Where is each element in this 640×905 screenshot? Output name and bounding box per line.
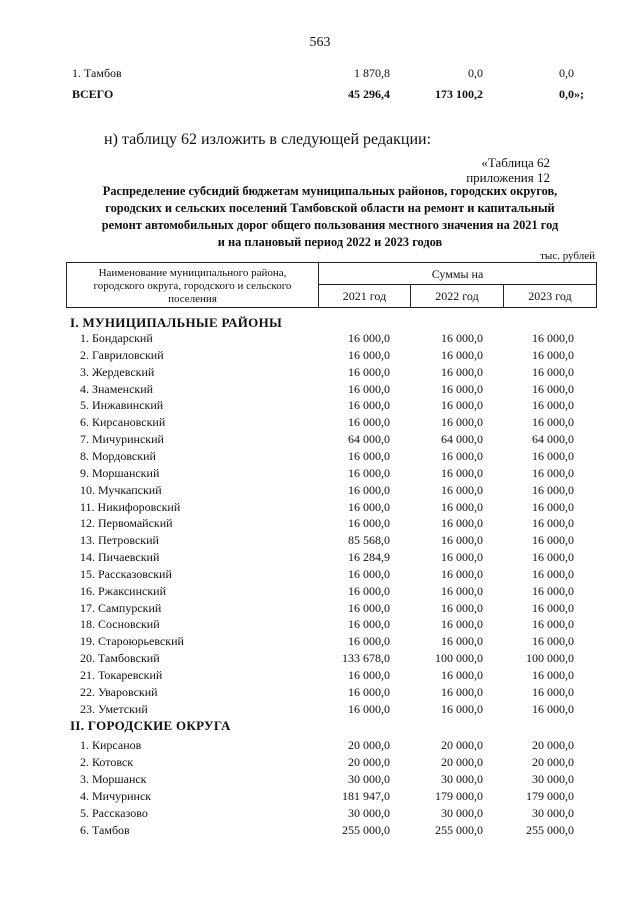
row-value-2022: 16 000,0 — [441, 516, 483, 531]
table-row — [0, 805, 640, 822]
row-value-2023: 16 000,0 — [532, 381, 574, 396]
row-value-2022: 16 000,0 — [441, 499, 483, 514]
row-name: 1. Кирсанов — [80, 738, 142, 752]
row-value-2022: 100 000,0 — [435, 651, 483, 666]
prev-table-row — [0, 65, 640, 82]
row-value-2022: 64 000,0 — [441, 432, 483, 447]
row-value-2021: 16 000,0 — [348, 398, 390, 413]
header-sums: Суммы на — [319, 263, 596, 285]
amendment-intro: н) таблицу 62 изложить в следующей редакции: — [104, 131, 432, 148]
table-row — [0, 532, 640, 549]
row-name: 22. Уваровский — [80, 684, 158, 699]
table-row — [0, 771, 640, 788]
row-value-2022: 16 000,0 — [441, 482, 483, 497]
row-value-2023: 16 000,0 — [532, 448, 574, 463]
row-value-2021: 16 000,0 — [348, 448, 390, 463]
table-row — [0, 515, 640, 532]
row-value-2021: 45 296,4 — [348, 87, 390, 101]
page-number: 563 — [309, 35, 331, 50]
table-row — [0, 330, 640, 347]
row-value-2022: 16 000,0 — [441, 684, 483, 699]
row-value-2022: 16 000,0 — [441, 364, 483, 379]
row-value-2021: 255 000,0 — [342, 823, 390, 837]
table-row — [0, 754, 640, 771]
table-header — [66, 262, 597, 308]
row-value-2021: 16 000,0 — [348, 465, 390, 480]
row-value-2023: 16 000,0 — [532, 516, 574, 531]
row-value-2023: 30 000,0 — [532, 772, 574, 786]
row-value-2022: 30 000,0 — [441, 806, 483, 820]
row-name: 7. Мичуринский — [80, 432, 164, 447]
section-title-districts: I. МУНИЦИПАЛЬНЫЕ РАЙОНЫ — [70, 315, 283, 330]
table-row — [0, 482, 640, 499]
row-value-2022: 16 000,0 — [441, 566, 483, 581]
row-value-2021: 16 000,0 — [348, 331, 390, 345]
row-name: 12. Первомайский — [80, 516, 173, 531]
table-row — [0, 347, 640, 364]
row-name: ВСЕГО — [72, 87, 114, 101]
row-value-2023: 16 000,0 — [532, 533, 574, 548]
row-name: 14. Пичаевский — [80, 550, 160, 565]
row-value-2021: 16 284,9 — [348, 550, 390, 565]
row-value-2021: 16 000,0 — [348, 516, 390, 531]
row-value-2023: 16 000,0 — [532, 617, 574, 632]
row-value-2022: 16 000,0 — [441, 634, 483, 649]
row-name: 3. Жердевский — [80, 364, 155, 379]
row-value-2023: 16 000,0 — [532, 364, 574, 379]
row-name: 5. Инжавинский — [80, 398, 164, 413]
table-row — [0, 414, 640, 431]
row-value-2023: 64 000,0 — [532, 432, 574, 447]
row-value-2023: 16 000,0 — [532, 347, 574, 362]
row-value-2023: 16 000,0 — [532, 415, 574, 430]
row-value-2021: 16 000,0 — [348, 583, 390, 598]
table-row — [0, 549, 640, 566]
row-name: 15. Рассказовский — [80, 566, 172, 581]
title-line: ремонт автомобильных дорог общего пользования местного значения на 2021 год — [101, 218, 559, 232]
table-row — [0, 566, 640, 583]
row-value-2022: 30 000,0 — [441, 772, 483, 786]
row-name: 13. Петровский — [80, 533, 159, 548]
row-value-2021: 181 947,0 — [342, 789, 390, 803]
header-name-line: городского округа, городского и сельского — [93, 280, 292, 292]
row-value-2022: 255 000,0 — [435, 823, 483, 837]
row-value-2023: 255 000,0 — [526, 823, 574, 837]
row-value-2022: 16 000,0 — [441, 448, 483, 463]
row-value-2021: 16 000,0 — [348, 701, 390, 716]
header-year-2021: 2021 год — [319, 285, 411, 307]
row-value-2023: 16 000,0 — [532, 668, 574, 682]
row-name: 1. Тамбов — [72, 66, 122, 80]
row-value-2021: 20 000,0 — [348, 738, 390, 752]
row-value-2022: 16 000,0 — [441, 347, 483, 362]
row-value-2022: 179 000,0 — [435, 789, 483, 803]
row-value-2021: 16 000,0 — [348, 634, 390, 649]
row-value-2023: 16 000,0 — [532, 701, 574, 716]
row-name: 23. Уметский — [80, 701, 148, 716]
row-name: 9. Моршанский — [80, 465, 160, 480]
row-value-2023: 30 000,0 — [532, 806, 574, 820]
unit-label: тыс. рублей — [540, 250, 595, 262]
row-value-2021: 30 000,0 — [348, 806, 390, 820]
row-value-2023: 20 000,0 — [532, 755, 574, 769]
row-value-2023: 179 000,0 — [526, 789, 574, 803]
table-row — [0, 583, 640, 600]
table-title — [60, 183, 600, 251]
table-row — [0, 381, 640, 398]
header-year-2022: 2022 год — [411, 285, 504, 307]
prev-total-row — [0, 86, 640, 103]
header-name-line: Наименование муниципального района, — [98, 267, 287, 279]
row-value-2021: 20 000,0 — [348, 755, 390, 769]
row-value-2021: 16 000,0 — [348, 381, 390, 396]
row-value-2022: 16 000,0 — [441, 533, 483, 548]
row-name: 10. Мучкапский — [80, 482, 162, 497]
row-value-2021: 16 000,0 — [348, 617, 390, 632]
row-value-2021: 16 000,0 — [348, 364, 390, 379]
table-row — [0, 667, 640, 684]
row-value-2022: 20 000,0 — [441, 755, 483, 769]
row-value-2021: 16 000,0 — [348, 668, 390, 682]
row-name: 4. Мичуринск — [80, 789, 152, 803]
row-name: 18. Сосновский — [80, 617, 160, 632]
row-value-2021: 16 000,0 — [348, 566, 390, 581]
row-value-2022: 16 000,0 — [441, 415, 483, 430]
table-row — [0, 822, 640, 839]
row-name: 8. Мордовский — [80, 448, 156, 463]
table-row — [0, 633, 640, 650]
table-row — [0, 701, 640, 718]
row-name: 6. Кирсановский — [80, 415, 166, 430]
row-name: 3. Моршанск — [80, 772, 147, 786]
row-value-2021: 1 870,8 — [354, 66, 390, 80]
row-name: 2. Гавриловский — [80, 347, 164, 362]
row-value-2023: 16 000,0 — [532, 465, 574, 480]
header-year-2023: 2023 год — [528, 289, 572, 303]
header-name-column — [67, 263, 319, 307]
title-line: и на плановый период 2022 и 2023 годов — [217, 235, 443, 249]
table-row — [0, 364, 640, 381]
table-row — [0, 499, 640, 516]
row-value-2023: 0,0»; — [559, 87, 584, 101]
row-name: 2. Котовск — [80, 755, 134, 769]
row-value-2023: 16 000,0 — [532, 634, 574, 649]
table-row — [0, 431, 640, 448]
table-row — [0, 465, 640, 482]
title-line: городских и сельских поселений Тамбовской области на ремонт и капитальный — [105, 201, 555, 215]
row-value-2023: 16 000,0 — [532, 550, 574, 565]
row-value-2022: 16 000,0 — [441, 398, 483, 413]
row-value-2021: 16 000,0 — [348, 347, 390, 362]
row-value-2022: 20 000,0 — [441, 738, 483, 752]
row-value-2023: 16 000,0 — [532, 566, 574, 581]
row-value-2023: 16 000,0 — [532, 684, 574, 699]
row-value-2023: 16 000,0 — [532, 482, 574, 497]
row-value-2023: 100 000,0 — [526, 651, 574, 666]
row-value-2022: 16 000,0 — [441, 701, 483, 716]
header-name-line: поселения — [168, 293, 217, 305]
row-value-2021: 16 000,0 — [348, 684, 390, 699]
row-value-2021: 16 000,0 — [348, 499, 390, 514]
table-row — [0, 616, 640, 633]
table-row — [0, 397, 640, 414]
row-value-2023: 16 000,0 — [532, 583, 574, 598]
section-title-city-districts: II. ГОРОДСКИЕ ОКРУГА — [70, 718, 231, 733]
row-value-2022: 16 000,0 — [441, 381, 483, 396]
row-value-2022: 16 000,0 — [441, 617, 483, 632]
row-name: 21. Токаревский — [80, 668, 163, 682]
table-reference-line-2: приложения 12 — [466, 170, 550, 185]
row-value-2021: 16 000,0 — [348, 415, 390, 430]
table-row — [0, 737, 640, 754]
table-row — [0, 448, 640, 465]
row-value-2023: 16 000,0 — [532, 499, 574, 514]
row-value-2022: 16 000,0 — [441, 550, 483, 565]
row-value-2021: 133 678,0 — [342, 651, 390, 666]
table-reference-line-1: «Таблица 62 — [481, 155, 550, 170]
row-name: 1. Бондарский — [80, 331, 153, 345]
table-row — [0, 650, 640, 667]
row-name: 6. Тамбов — [80, 823, 130, 837]
row-value-2021: 30 000,0 — [348, 772, 390, 786]
row-value-2023: 16 000,0 — [532, 600, 574, 615]
row-value-2021: 64 000,0 — [348, 432, 390, 447]
row-value-2022: 16 000,0 — [441, 331, 483, 345]
row-value-2021: 16 000,0 — [348, 482, 390, 497]
table-row — [0, 684, 640, 701]
title-line: Распределение субсидий бюджетам муниципальных районов, городских округов, — [102, 184, 558, 198]
row-value-2023: 20 000,0 — [532, 738, 574, 752]
row-value-2023: 0,0 — [559, 66, 574, 80]
row-value-2022: 173 100,2 — [435, 87, 483, 101]
row-value-2022: 16 000,0 — [441, 668, 483, 682]
row-name: 4. Знаменский — [80, 381, 154, 396]
row-name: 20. Тамбовский — [80, 651, 160, 666]
row-value-2022: 16 000,0 — [441, 600, 483, 615]
table-row — [0, 788, 640, 805]
row-name: 19. Староюрьевский — [80, 634, 184, 649]
row-name: 11. Никифоровский — [80, 499, 181, 514]
row-value-2023: 16 000,0 — [532, 331, 574, 345]
row-value-2021: 85 568,0 — [348, 533, 390, 548]
row-name: 16. Ржаксинский — [80, 583, 166, 598]
row-name: 5. Рассказово — [80, 806, 148, 820]
row-value-2022: 0,0 — [468, 66, 483, 80]
row-name: 17. Сампурский — [80, 600, 162, 615]
row-value-2023: 16 000,0 — [532, 398, 574, 413]
row-value-2022: 16 000,0 — [441, 583, 483, 598]
row-value-2021: 16 000,0 — [348, 600, 390, 615]
table-row — [0, 600, 640, 617]
row-value-2022: 16 000,0 — [441, 465, 483, 480]
